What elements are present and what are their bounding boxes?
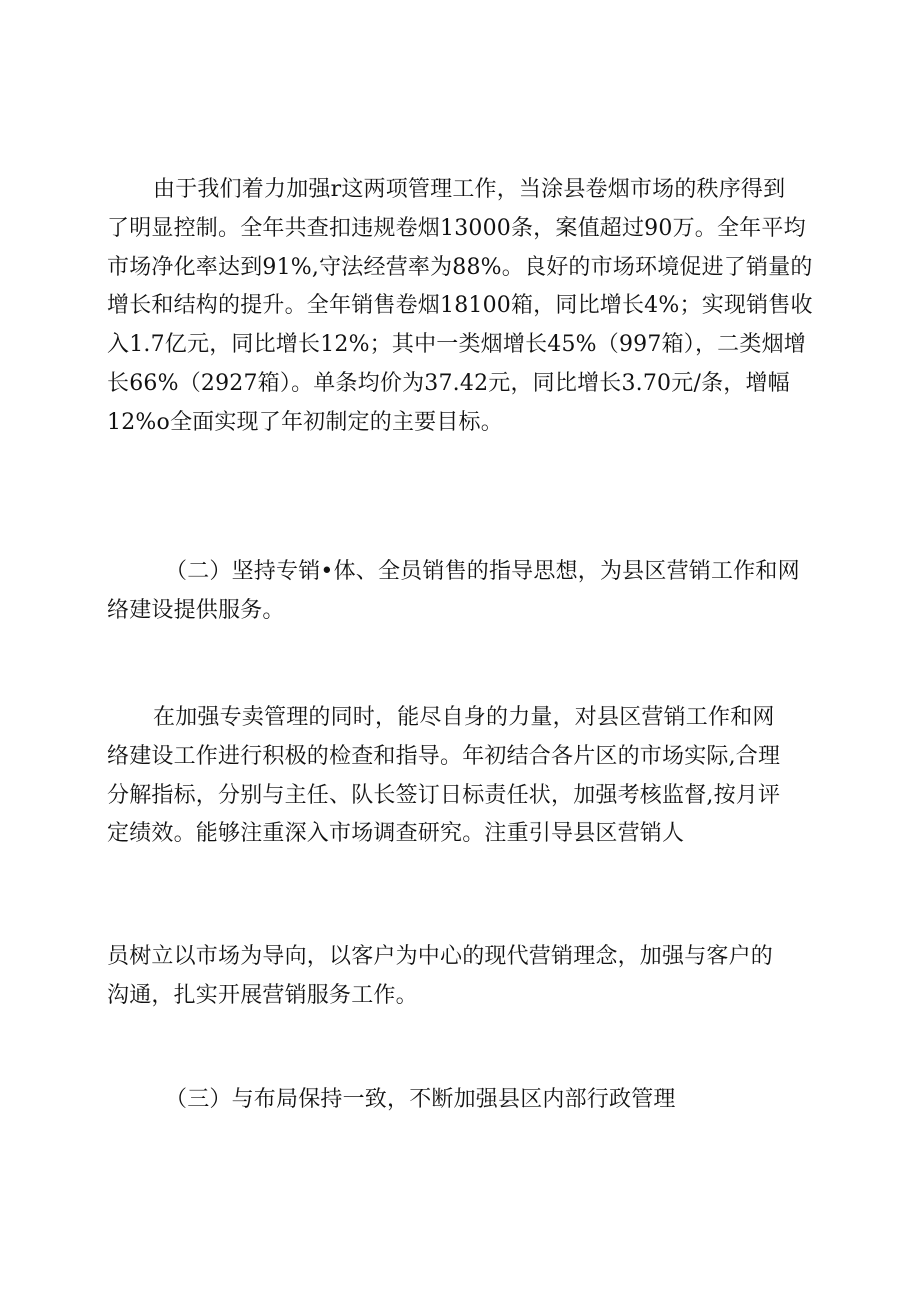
text-line: （二）坚持专销•体、全员销售的指导思想，为县区营销工作和网 — [165, 559, 800, 584]
paragraph-market-results — [107, 171, 817, 443]
paragraph-guidance — [107, 699, 817, 854]
section-heading-two — [107, 553, 817, 631]
text-line: 长66%（2927箱）。单条均价为37.42元，同比增长3.70元/条，增幅 — [107, 370, 790, 396]
text-line: 员树立以市场为导向，以客户为中心的现代营销理念，加强与客户的 — [107, 944, 774, 969]
text-line: 市场净化率达到91%,守法经营率为88%。良好的市场环境促进了销量的 — [107, 254, 813, 280]
text-line: 沟通，扎实开展营销服务工作。 — [107, 982, 418, 1008]
text-line: 络建设提供服务。 — [107, 597, 285, 623]
text-line: 增长和结构的提升。全年销售卷烟18100箱，同比增长4%；实现销售收 — [107, 293, 813, 319]
text-line: 络建设工作进行积极的检查和指导。年初结合各片区的市场实际,合理 — [107, 743, 781, 769]
text-line: 12%o全面实现了年初制定的主要目标。 — [107, 409, 503, 435]
text-line: 分解指标，分别与主任、队长签订日标责任状，加强考核监督,按月评 — [107, 782, 781, 808]
section-heading-three — [107, 1081, 817, 1120]
text-line: （三）与布局保持一致，不断加强县区内部行政管理 — [165, 1087, 676, 1112]
text-line: 由于我们着力加强r这两项管理工作，当涂县卷烟市场的秩序得到 — [153, 177, 786, 202]
text-line: 定绩效。能够注重深入市场调查研究。注重引导县区营销人 — [107, 821, 685, 847]
paragraph-marketing-concept — [107, 938, 817, 1016]
text-line: 在加强专卖管理的同时，能尽自身的力量，对县区营销工作和网 — [153, 705, 775, 730]
text-line: 入1.7亿元，同比增长12%；其中一类烟增长45%（997箱），二类烟增 — [107, 332, 806, 358]
text-line: 了明显控制。全年共查扣违规卷烟13000条，案值超过90万。全年平均 — [107, 215, 806, 241]
